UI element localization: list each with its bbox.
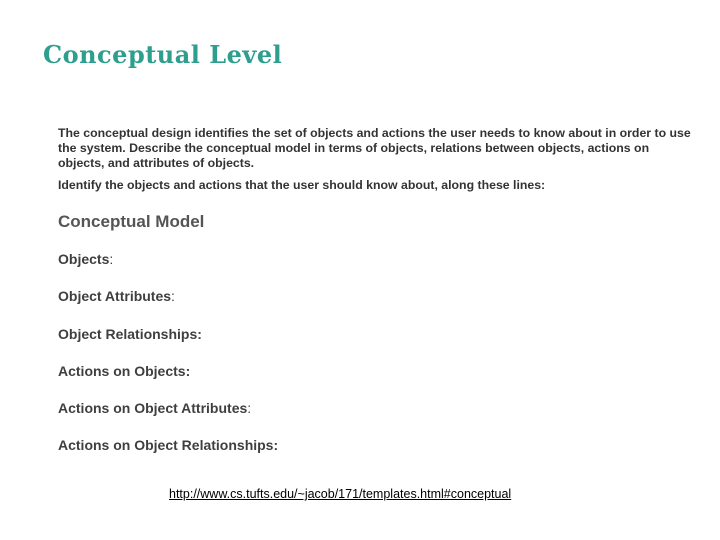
- field-actions-on-object-relationships: [58, 435, 698, 472]
- field-colon: :: [247, 400, 252, 417]
- field-object-relationships: [58, 324, 698, 361]
- source-link[interactable]: http://www.cs.tufts.edu/~jacob/171/templates.html#conceptual: [169, 487, 512, 501]
- intro-paragraph: The conceptual design identifies the set of objects and actions the user needs to know about in order to use the system. Describe the conceptual model in terms of objects, relations between objects, actions on objects, and attributes of objects.: [58, 126, 691, 170]
- page-title: Conceptual Level: [43, 40, 283, 69]
- field-colon: :: [109, 251, 114, 267]
- model-field-list: [58, 249, 698, 473]
- document-content: [58, 126, 698, 473]
- field-objects: [58, 249, 698, 286]
- field-actions-on-objects: [58, 361, 698, 398]
- field-label: Object Relationships:: [58, 325, 202, 342]
- conceptual-model-heading: Conceptual Model: [58, 212, 205, 231]
- field-label: Actions on Objects:: [58, 362, 191, 379]
- field-label: Actions on Object Attributes: [58, 400, 248, 417]
- field-actions-on-object-attributes: [58, 398, 698, 435]
- field-colon: :: [171, 288, 175, 305]
- field-object-attributes: [58, 286, 698, 323]
- field-label: Objects: [58, 251, 110, 267]
- field-label: Actions on Object Relationships:: [58, 437, 279, 454]
- instruction-paragraph: Identify the objects and actions that the user should know about, along these lines:: [58, 178, 546, 192]
- field-label: Object Attributes: [58, 288, 172, 305]
